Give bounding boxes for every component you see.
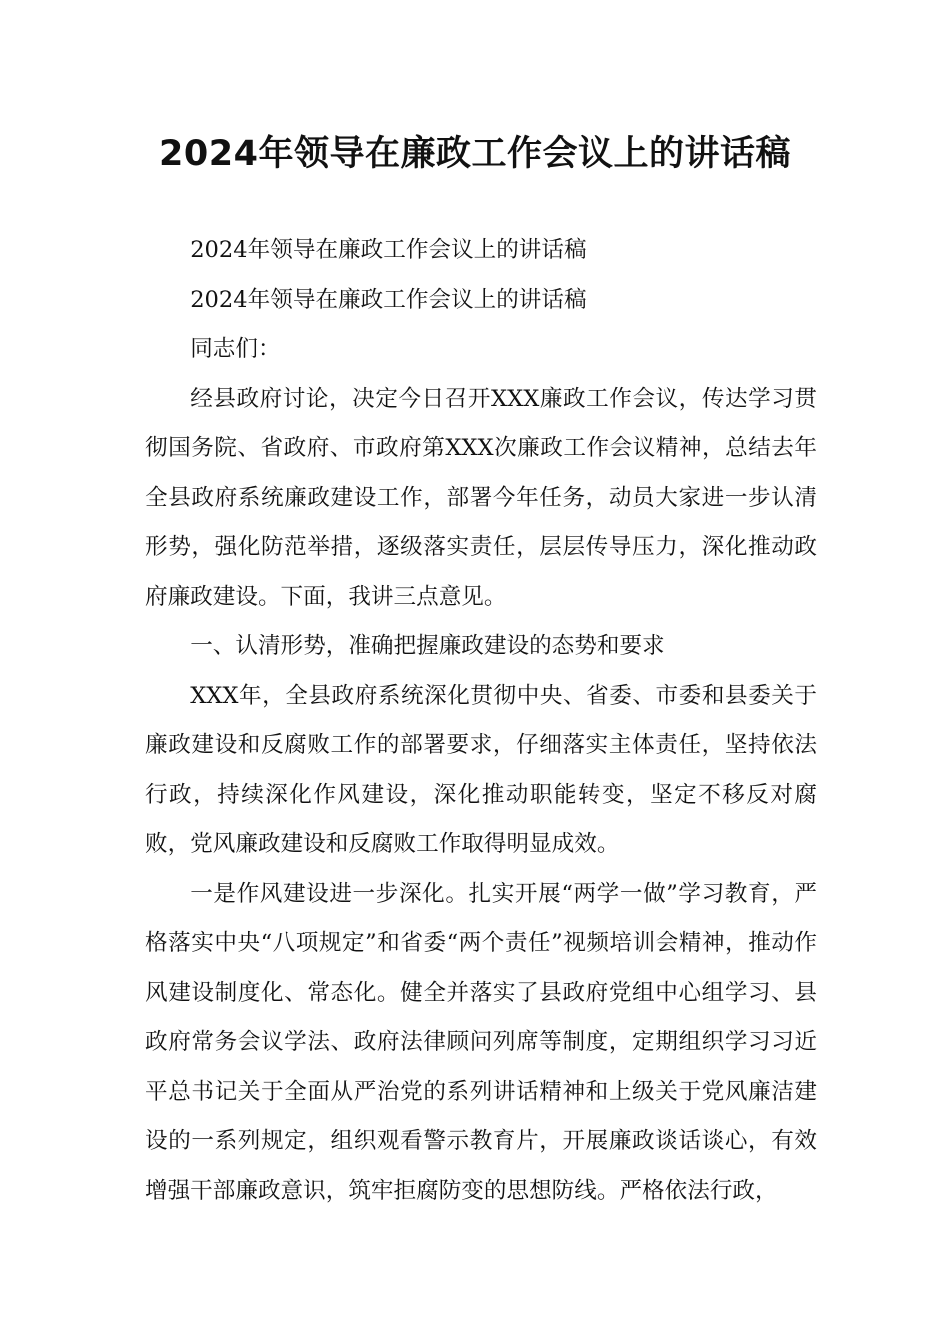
paragraph-review: XXX年，全县政府系统深化贯彻中央、省委、市委和县委关于廉政建设和反腐败工作的部署要求，仔细落实主体责任，坚持依法行政，持续深化作风建设，深化推动职能转变，坚定不移反对腐败，党风廉政建设和反腐败工作取得明显成效。: [145, 682, 817, 857]
paragraph-point-1: 一是作风建设进一步深化。扎实开展“两学一做”学习教育，严格落实中央“八项规定”和省委“两个责任”视频培训会精神，推动作风建设制度化、常态化。健全并落实了县政府党组中心组学习、县政府常务会议学法、政府法律顾问列席等制度，定期组织学习习近平总书记关于全面从严治党的系列讲话精神和上级关于党风廉洁建设的一系列规定，组织观看警示教育片，开展廉政谈话谈心，有效增强干部廉政意识，筑牢拒腐防变的思想防线。严格依法行政，: [145, 880, 817, 1204]
paragraph-subtitle-2: 2024年领导在廉政工作会议上的讲话稿: [190, 286, 587, 313]
document-body: [145, 226, 817, 1216]
section-heading-1: 一、认清形势，准确把握廉政建设的态势和要求: [190, 633, 665, 659]
document-title: 2024年领导在廉政工作会议上的讲话稿: [159, 134, 791, 174]
paragraph-subtitle-1: 2024年领导在廉政工作会议上的讲话稿: [190, 237, 587, 263]
paragraph-intro: 经县政府讨论，决定今日召开XXX廉政工作会议，传达学习贯彻国务院、省政府、市政府第XXX次廉政工作会议精神，总结去年全县政府系统廉政建设工作，部署今年任务，动员大家进一步认清形势，强化防范举措，逐级落实责任，层层传导压力，深化推动政府廉政建设。下面，我讲三点意见。: [145, 385, 817, 610]
paragraph-salutation: 同志们：: [190, 336, 281, 362]
